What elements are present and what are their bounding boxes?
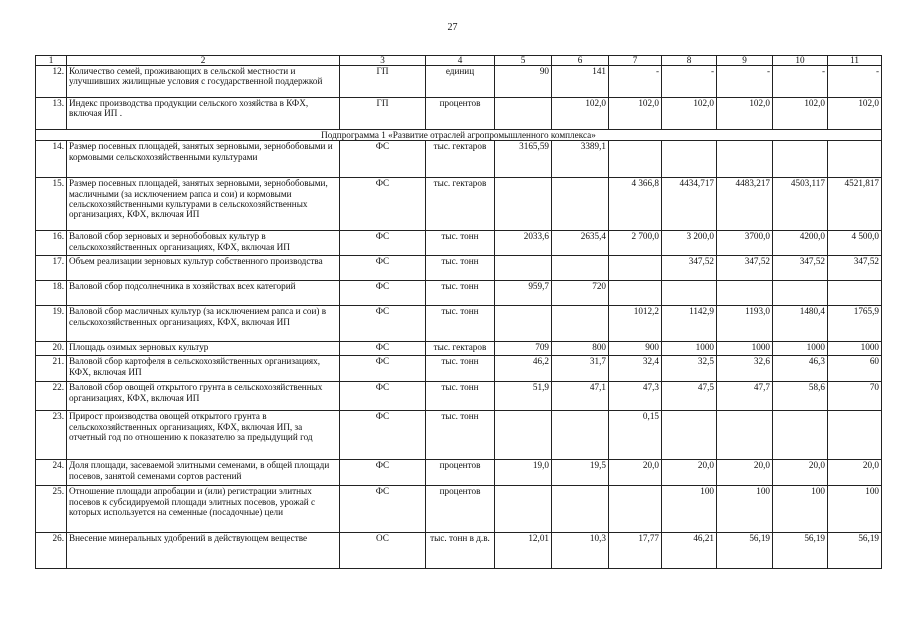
value-cell: 1000 (662, 342, 717, 356)
value-cell (552, 486, 609, 533)
page-number: 27 (447, 22, 458, 33)
column-header: 5 (495, 56, 552, 66)
table-row (36, 356, 882, 382)
value-cell: 1193,0 (717, 306, 773, 342)
row-number: 12. (36, 66, 67, 98)
value-cell: 70 (828, 382, 882, 411)
column-header: 6 (552, 56, 609, 66)
indicator-type: ФС (340, 306, 426, 342)
indicator-unit: тыс. тонн (426, 256, 495, 281)
value-cell (717, 141, 773, 178)
row-number: 18. (36, 281, 67, 306)
value-cell: 3700,0 (717, 231, 773, 256)
table-row (36, 231, 882, 256)
value-cell: 1000 (828, 342, 882, 356)
value-cell: 3 200,0 (662, 231, 717, 256)
indicator-unit: тыс. гектаров (426, 141, 495, 178)
value-cell: 19,0 (495, 460, 552, 486)
value-cell (495, 411, 552, 460)
value-cell: 1012,2 (609, 306, 662, 342)
value-cell: - (662, 66, 717, 98)
value-cell (662, 281, 717, 306)
value-cell: 2033,6 (495, 231, 552, 256)
value-cell (662, 141, 717, 178)
value-cell (495, 256, 552, 281)
indicator-name: Валовой сбор масличных культур (за исключением рапса и сои) в сельскохозяйственных организациях, КФХ, включая ИП (67, 306, 340, 342)
indicator-type: ФС (340, 342, 426, 356)
indicator-type: ФС (340, 281, 426, 306)
row-number: 16. (36, 231, 67, 256)
indicator-unit: тыс. гектаров (426, 342, 495, 356)
row-number: 20. (36, 342, 67, 356)
table-row (36, 533, 882, 569)
value-cell: - (609, 66, 662, 98)
column-header: 4 (426, 56, 495, 66)
row-number: 17. (36, 256, 67, 281)
header-row (36, 56, 882, 66)
indicator-name: Площадь озимых зерновых культур (67, 342, 340, 356)
indicator-unit: тыс. тонн в д.в. (426, 533, 495, 569)
indicator-type: ГП (340, 98, 426, 130)
subprogram-title: Подпрограмма 1 «Развитие отраслей агропромышленного комплекса» (36, 130, 882, 141)
row-number: 15. (36, 178, 67, 231)
value-cell: 4434,717 (662, 178, 717, 231)
value-cell: 46,2 (495, 356, 552, 382)
value-cell: 959,7 (495, 281, 552, 306)
value-cell: 4521,817 (828, 178, 882, 231)
table-row (36, 411, 882, 460)
value-cell: 1765,9 (828, 306, 882, 342)
row-number: 21. (36, 356, 67, 382)
indicator-unit: тыс. тонн (426, 231, 495, 256)
value-cell: 46,3 (773, 356, 828, 382)
value-cell: 100 (717, 486, 773, 533)
indicator-name: Размер посевных площадей, занятых зерновыми, зернобобовыми, масличными (за исключением рапса и сои) и кормовыми сельскохозяйственными культурами в сельскохозяйственных организациях, КФХ, включая ИП (67, 178, 340, 231)
value-cell: 102,0 (717, 98, 773, 130)
indicator-name: Отношение площади апробации и (или) регистрации элитных посевов к субсидируемой площади элитных посевов, урожай с которых используется на семенные (посадочные) цели (67, 486, 340, 533)
column-header: 10 (773, 56, 828, 66)
row-number: 14. (36, 141, 67, 178)
value-cell (609, 256, 662, 281)
value-cell: 47,1 (552, 382, 609, 411)
value-cell (773, 281, 828, 306)
value-cell (773, 411, 828, 460)
value-cell: 19,5 (552, 460, 609, 486)
indicator-type: ФС (340, 256, 426, 281)
value-cell: 56,19 (828, 533, 882, 569)
value-cell (828, 281, 882, 306)
value-cell (495, 486, 552, 533)
value-cell (609, 141, 662, 178)
table-row (36, 306, 882, 342)
value-cell: 100 (773, 486, 828, 533)
value-cell: 3389,1 (552, 141, 609, 178)
value-cell: - (773, 66, 828, 98)
value-cell (609, 486, 662, 533)
value-cell: - (828, 66, 882, 98)
indicator-type: ФС (340, 356, 426, 382)
value-cell: 4 500,0 (828, 231, 882, 256)
value-cell (552, 306, 609, 342)
indicator-unit: тыс. тонн (426, 411, 495, 460)
value-cell: - (717, 66, 773, 98)
value-cell: 3165,59 (495, 141, 552, 178)
value-cell: 900 (609, 342, 662, 356)
row-number: 22. (36, 382, 67, 411)
value-cell: 800 (552, 342, 609, 356)
value-cell: 47,3 (609, 382, 662, 411)
indicator-name: Валовой сбор подсолнечника в хозяйствах всех категорий (67, 281, 340, 306)
value-cell: 1480,4 (773, 306, 828, 342)
table-row (36, 98, 882, 130)
value-cell (717, 281, 773, 306)
value-cell (828, 411, 882, 460)
column-header: 2 (67, 56, 340, 66)
value-cell: 102,0 (662, 98, 717, 130)
value-cell: 20,0 (773, 460, 828, 486)
value-cell: 709 (495, 342, 552, 356)
column-header: 8 (662, 56, 717, 66)
value-cell: 20,0 (828, 460, 882, 486)
indicator-unit: тыс. тонн (426, 281, 495, 306)
value-cell: 0,15 (609, 411, 662, 460)
column-header: 11 (828, 56, 882, 66)
indicator-name: Индекс производства продукции сельского хозяйства в КФХ, включая ИП . (67, 98, 340, 130)
value-cell: 102,0 (552, 98, 609, 130)
indicator-name: Прирост производства овощей открытого грунта в сельскохозяйственных организациях, КФХ, включая ИП, за отчетный год по отношению к показателю за предыдущий год (67, 411, 340, 460)
indicator-type: ФС (340, 382, 426, 411)
value-cell: 58,6 (773, 382, 828, 411)
indicator-unit: процентов (426, 460, 495, 486)
value-cell: 56,19 (773, 533, 828, 569)
value-cell (662, 411, 717, 460)
value-cell: 47,7 (717, 382, 773, 411)
value-cell: 347,52 (828, 256, 882, 281)
indicator-type: ФС (340, 486, 426, 533)
value-cell: 102,0 (828, 98, 882, 130)
row-number: 26. (36, 533, 67, 569)
value-cell: 347,52 (717, 256, 773, 281)
table-row (36, 141, 882, 178)
value-cell: 31,7 (552, 356, 609, 382)
row-number: 25. (36, 486, 67, 533)
value-cell (495, 98, 552, 130)
value-cell: 90 (495, 66, 552, 98)
value-cell: 17,77 (609, 533, 662, 569)
value-cell: 32,5 (662, 356, 717, 382)
row-number: 24. (36, 460, 67, 486)
table-row (36, 382, 882, 411)
table-row (36, 256, 882, 281)
row-number: 19. (36, 306, 67, 342)
table-row (36, 342, 882, 356)
indicator-name: Валовой сбор зерновых и зернобобовых культур в сельскохозяйственных организациях, КФХ, включая ИП (67, 231, 340, 256)
indicator-name: Внесение минеральных удобрений в действующем веществе (67, 533, 340, 569)
subprogram-row (36, 130, 882, 141)
value-cell: 4503,117 (773, 178, 828, 231)
value-cell: 4 366,8 (609, 178, 662, 231)
value-cell: 20,0 (717, 460, 773, 486)
indicator-name: Валовой сбор овощей открытого грунта в сельскохозяйственных организациях, КФХ, включая ИП (67, 382, 340, 411)
indicator-type: ГП (340, 66, 426, 98)
value-cell (495, 178, 552, 231)
table-row (36, 66, 882, 98)
value-cell: 2 700,0 (609, 231, 662, 256)
value-cell (717, 411, 773, 460)
indicators-table (35, 55, 882, 569)
value-cell: 1142,9 (662, 306, 717, 342)
value-cell (552, 411, 609, 460)
indicator-type: ФС (340, 231, 426, 256)
value-cell: 100 (662, 486, 717, 533)
value-cell: 347,52 (773, 256, 828, 281)
indicator-name: Количество семей, проживающих в сельской местности и улучшивших жилищные условия с государственной поддержкой (67, 66, 340, 98)
indicator-unit: тыс. тонн (426, 356, 495, 382)
indicator-type: ФС (340, 178, 426, 231)
indicator-type: ФС (340, 460, 426, 486)
value-cell (828, 141, 882, 178)
value-cell: 32,4 (609, 356, 662, 382)
indicator-unit: тыс. тонн (426, 382, 495, 411)
value-cell: 4200,0 (773, 231, 828, 256)
indicator-name: Валовой сбор картофеля в сельскохозяйственных организациях, КФХ, включая ИП (67, 356, 340, 382)
value-cell: 20,0 (662, 460, 717, 486)
value-cell: 10,3 (552, 533, 609, 569)
value-cell: 20,0 (609, 460, 662, 486)
value-cell: 2635,4 (552, 231, 609, 256)
value-cell: 100 (828, 486, 882, 533)
indicator-type: ОС (340, 533, 426, 569)
value-cell: 102,0 (773, 98, 828, 130)
column-header: 9 (717, 56, 773, 66)
indicator-name: Доля площади, засеваемой элитными семенами, в общей площади посевов, занятой семенами сортов растений (67, 460, 340, 486)
indicator-name: Объем реализации зерновых культур собственного производства (67, 256, 340, 281)
value-cell: 32,6 (717, 356, 773, 382)
indicator-unit: единиц (426, 66, 495, 98)
value-cell: 720 (552, 281, 609, 306)
value-cell (609, 281, 662, 306)
column-header: 3 (340, 56, 426, 66)
table-row (36, 281, 882, 306)
indicator-unit: процентов (426, 486, 495, 533)
indicator-name: Размер посевных площадей, занятых зерновыми, зернобобовыми и кормовыми сельскохозяйственными культурами (67, 141, 340, 178)
value-cell: 4483,217 (717, 178, 773, 231)
indicator-unit: тыс. тонн (426, 306, 495, 342)
indicator-type: ФС (340, 411, 426, 460)
indicator-type: ФС (340, 141, 426, 178)
value-cell: 347,52 (662, 256, 717, 281)
indicator-unit: тыс. гектаров (426, 178, 495, 231)
column-header: 1 (36, 56, 67, 66)
row-number: 13. (36, 98, 67, 130)
value-cell: 102,0 (609, 98, 662, 130)
indicator-unit: процентов (426, 98, 495, 130)
value-cell: 56,19 (717, 533, 773, 569)
value-cell: 141 (552, 66, 609, 98)
value-cell (495, 306, 552, 342)
table-row (36, 486, 882, 533)
value-cell (773, 141, 828, 178)
row-number: 23. (36, 411, 67, 460)
value-cell: 51,9 (495, 382, 552, 411)
table-row (36, 178, 882, 231)
value-cell: 60 (828, 356, 882, 382)
value-cell (552, 256, 609, 281)
column-header: 7 (609, 56, 662, 66)
value-cell (552, 178, 609, 231)
value-cell: 1000 (717, 342, 773, 356)
value-cell: 47,5 (662, 382, 717, 411)
value-cell: 12,01 (495, 533, 552, 569)
value-cell: 46,21 (662, 533, 717, 569)
value-cell: 1000 (773, 342, 828, 356)
table-row (36, 460, 882, 486)
